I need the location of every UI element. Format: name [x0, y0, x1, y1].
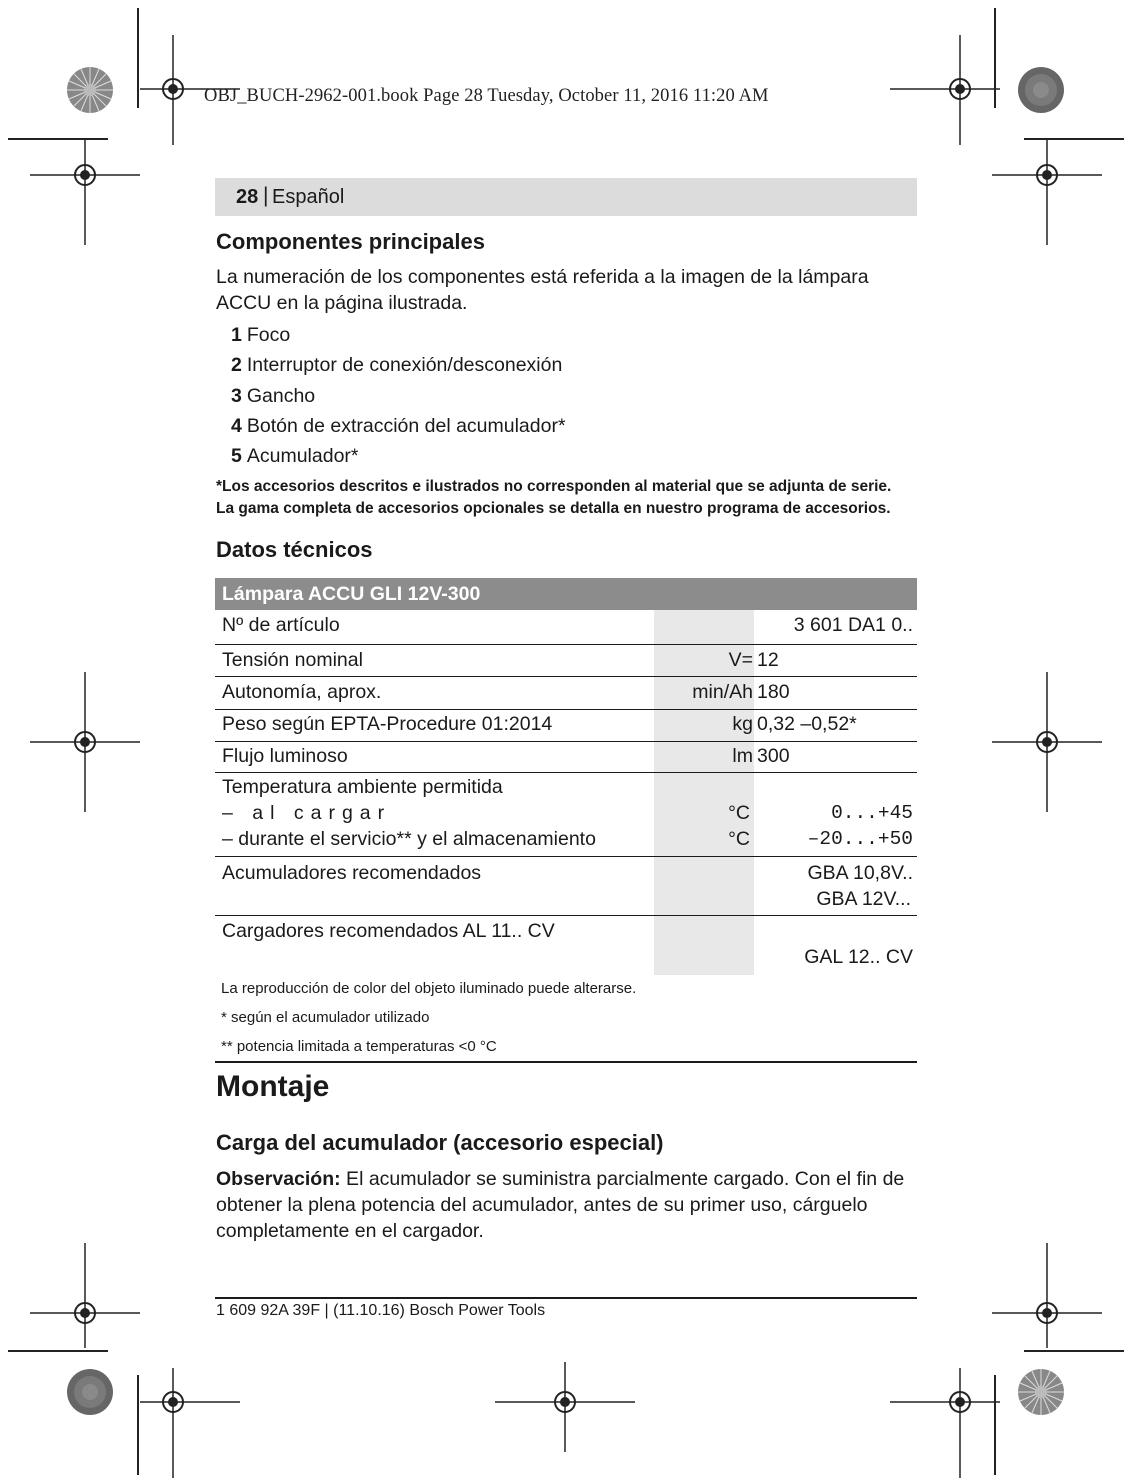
- list-item: 2 Interruptor de conexión/desconexión: [231, 354, 563, 377]
- registration-target-icon: [30, 105, 140, 245]
- assembly-heading: Montaje: [216, 1070, 330, 1103]
- components-heading: Componentes principales: [216, 229, 485, 254]
- page-separator: |: [263, 184, 269, 207]
- row-value: GBA 10,8V..: [807, 862, 913, 884]
- list-item: 4 Botón de extracción del acumulador*: [231, 414, 566, 437]
- registration-target-icon: [890, 35, 1000, 145]
- row-unit: kg: [732, 713, 753, 735]
- accessories-footnote: *Los accesorios descritos e ilustrados no corresponden al material que se adjunta de serie. La gama completa de accesorios opcionales se detalla en nuestro programa de accesorios.: [216, 478, 892, 517]
- calibration-disc-icon: [66, 1368, 114, 1416]
- row-unit: min/Ah: [692, 681, 753, 703]
- calibration-star-icon: [1017, 1368, 1065, 1416]
- registration-target-icon: [992, 672, 1102, 812]
- row-unit: V=: [728, 649, 753, 671]
- page-number: 28: [236, 186, 259, 208]
- assembly-observation: Observación: El acumulador se suministra parcialmente cargado. Con el fin de obtener la plena potencia del acumulador, antes de su primer uso, cárguelo completamente en el cargador.: [216, 1168, 905, 1242]
- print-header: OBJ_BUCH-2962-001.book Page 28 Tuesday, October 11, 2016 11:20 AM: [204, 86, 769, 106]
- registration-target-icon: [30, 672, 140, 812]
- row-value: GAL 12.. CV: [804, 946, 913, 968]
- row-sublabel: – al cargar: [222, 802, 392, 824]
- registration-target-icon: [992, 105, 1102, 245]
- row-label: Autonomía, aprox.: [222, 681, 382, 703]
- row-value: 0,32 –0,52*: [757, 713, 857, 735]
- components-intro: La numeración de los componentes está referida a la imagen de la lámpara ACCU en la página ilustrada.: [216, 266, 869, 314]
- tech-heading: Datos técnicos: [216, 537, 373, 562]
- row-label: Flujo luminoso: [222, 745, 348, 767]
- table-title: Lámpara ACCU GLI 12V-300: [222, 583, 481, 605]
- registration-target-icon: [992, 1243, 1102, 1383]
- row-label: Peso según EPTA-Procedure 01:2014: [222, 713, 553, 735]
- registration-target-icon: [140, 1368, 240, 1478]
- calibration-disc-icon: [1017, 66, 1065, 114]
- row-value: –20...+50: [807, 828, 913, 850]
- registration-target-icon: [30, 1243, 140, 1383]
- row-label: Acumuladores recomendados: [222, 862, 482, 884]
- row-label: Tensión nominal: [222, 649, 363, 671]
- row-unit: °C: [728, 802, 750, 824]
- footnote-star: * según el acumulador utilizado: [221, 1009, 430, 1026]
- row-label: Temperatura ambiente permitida: [222, 776, 503, 798]
- row-label: Cargadores recomendados AL 11.. CV: [222, 920, 555, 942]
- footer-text: 1 609 92A 39F | (11.10.16) Bosch Power Tools: [216, 1302, 546, 1319]
- tech-data-table: [215, 578, 917, 975]
- divider: [215, 1061, 917, 1063]
- list-item: 5 Acumulador*: [231, 445, 359, 468]
- registration-target-icon: [495, 1362, 635, 1482]
- list-item: 3 Gancho: [231, 384, 316, 407]
- row-value: GBA 12V...: [816, 888, 911, 910]
- row-value: 180: [757, 681, 790, 703]
- page-bar: [215, 178, 917, 216]
- row-value: 0...+45: [831, 802, 913, 824]
- row-value: 12: [757, 649, 779, 671]
- footnote-double-star: ** potencia limitada a temperaturas <0 °C: [221, 1038, 497, 1055]
- row-label: Nº de artículo: [222, 614, 340, 636]
- calibration-star-icon: [66, 66, 114, 114]
- page-language: Español: [272, 186, 345, 208]
- row-value: 3 601 DA1 0..: [793, 614, 913, 636]
- components-list: [231, 321, 566, 472]
- list-item: 1 Foco: [231, 324, 291, 346]
- registration-target-icon: [890, 1368, 1000, 1478]
- footer-divider: [215, 1297, 917, 1299]
- color-note: La reproducción de color del objeto iluminado puede alterarse.: [221, 980, 637, 997]
- row-sublabel: – durante el servicio** y el almacenamiento: [222, 828, 596, 850]
- row-unit: lm: [732, 745, 753, 767]
- assembly-subheading: Carga del acumulador (accesorio especial): [216, 1130, 664, 1155]
- row-value: 300: [757, 745, 790, 767]
- row-unit: °C: [728, 828, 750, 850]
- table-title-bar: [215, 578, 917, 610]
